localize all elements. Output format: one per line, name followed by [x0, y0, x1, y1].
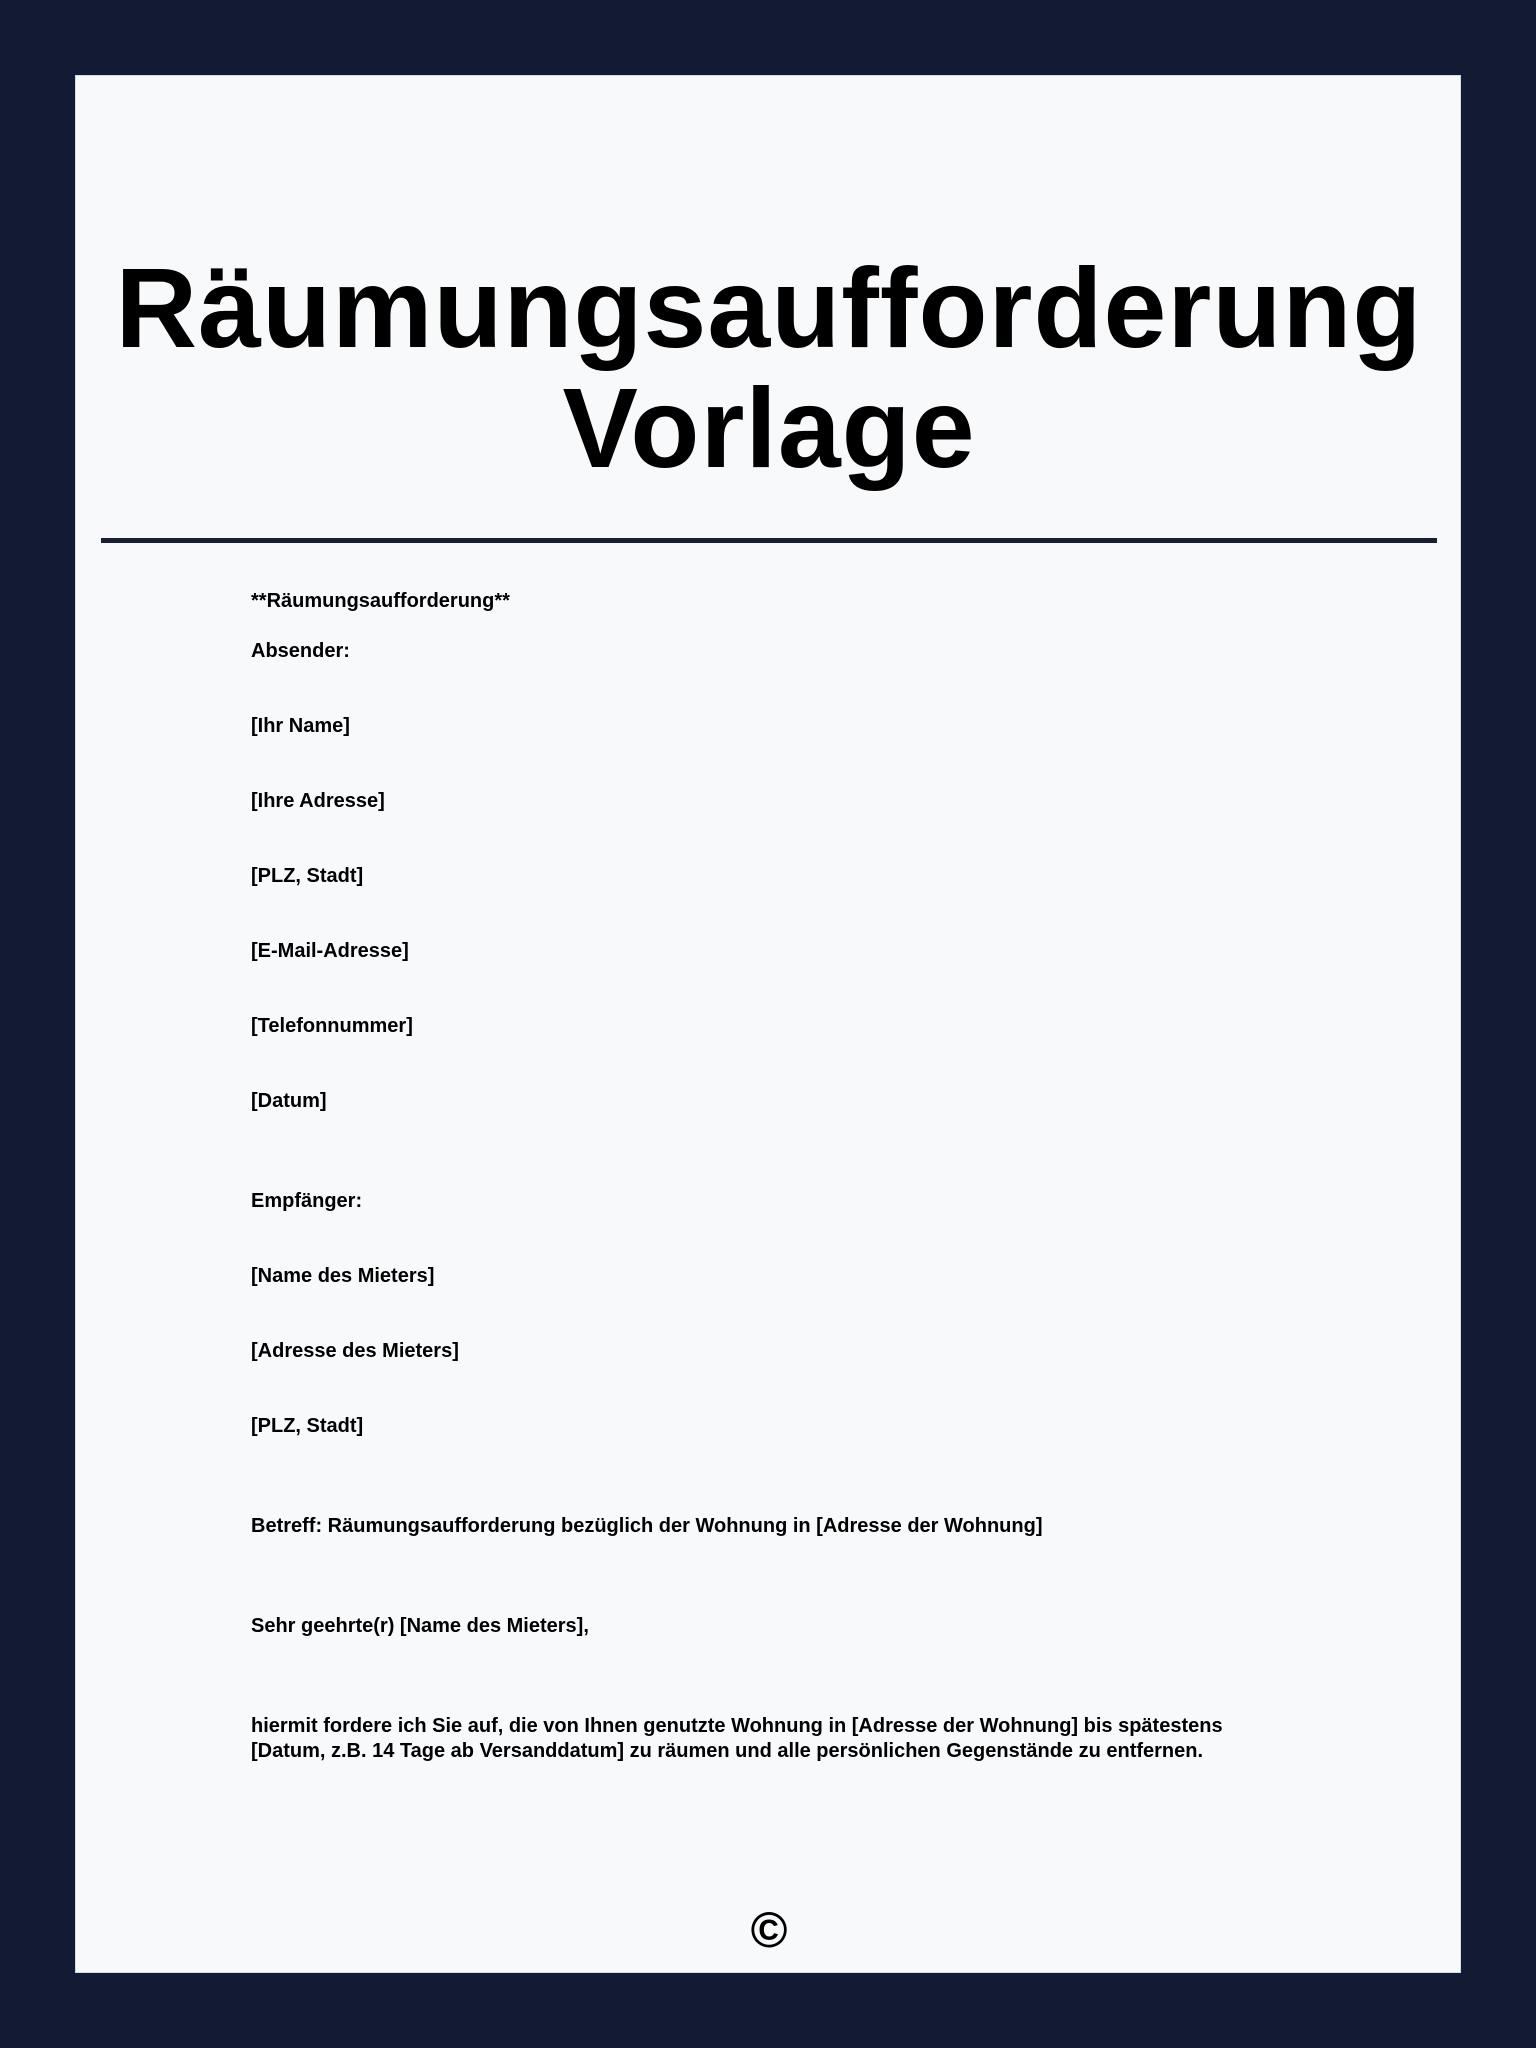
sender-label: Absender:	[251, 640, 350, 662]
recipient-name: [Name des Mieters]	[251, 1265, 435, 1287]
letter-body-line-2: [Datum, z.B. 14 Tage ab Versanddatum] zu räumen und alle persönlichen Gegenstände zu entfernen.	[251, 1740, 1204, 1762]
document-page	[75, 75, 1461, 1973]
letter-subject: Betreff: Räumungsaufforderung bezüglich der Wohnung in [Adresse der Wohnung]	[251, 1515, 1043, 1537]
letter-body-line-1: hiermit fordere ich Sie auf, die von Ihnen genutzte Wohnung in [Adresse der Wohnung] bis spätestens	[251, 1715, 1223, 1737]
sender-city: [PLZ, Stadt]	[251, 865, 364, 887]
document-title	[76, 245, 1462, 491]
sender-phone: [Telefonnummer]	[251, 1015, 413, 1037]
recipient-label: Empfänger:	[251, 1190, 363, 1212]
recipient-city: [PLZ, Stadt]	[251, 1415, 364, 1437]
sender-email: [E-Mail-Adresse]	[251, 940, 409, 962]
letter-date: [Datum]	[251, 1090, 327, 1112]
sender-name: [Ihr Name]	[251, 715, 350, 737]
title-line-1: Räumungsaufforderung	[115, 245, 1423, 371]
letter-salutation: Sehr geehrte(r) [Name des Mieters],	[251, 1615, 589, 1637]
recipient-address: [Adresse des Mieters]	[251, 1340, 459, 1362]
title-divider	[101, 538, 1437, 543]
sender-address: [Ihre Adresse]	[251, 790, 385, 812]
copyright-icon: ©	[750, 1902, 788, 1958]
title-line-2: Vorlage	[562, 365, 976, 491]
letter-heading: **Räumungsaufforderung**	[251, 590, 510, 612]
